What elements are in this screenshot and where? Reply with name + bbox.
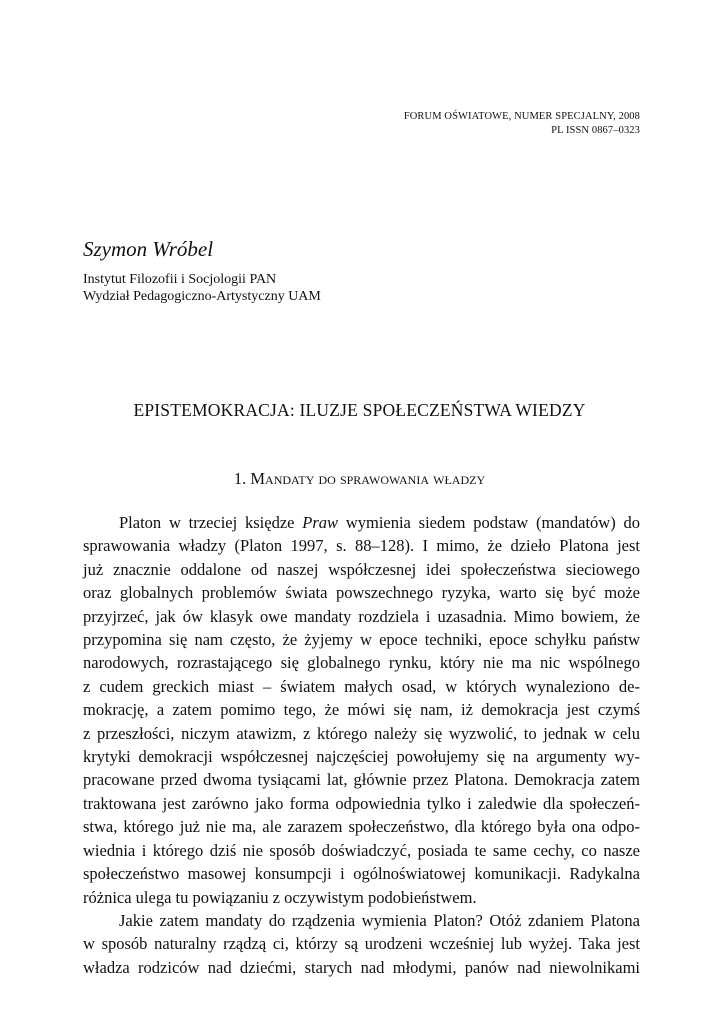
affiliation-line: Instytut Filozofii i Socjologii PAN bbox=[83, 272, 277, 287]
text-line: sprawowania władzy (Platon 1997, s. 88–128). I mimo, że dzieło Platona jest bbox=[83, 536, 640, 556]
text-line: stwa, którego już nie ma, ale zarazem społeczeństwo, dla którego była ona odpo- bbox=[83, 817, 640, 837]
text-line: władza rodziców nad dziećmi, starych nad młodymi, panów nad niewolnikami bbox=[83, 957, 640, 977]
text-line: przypomina się nam często, że żyjemy w epoce techniki, epoce schyłku państw bbox=[83, 630, 640, 650]
text-line: różnica ulega tu powiązaniu z oczywistym podobieństwem. bbox=[83, 887, 477, 907]
text-line: narodowych, rozrastającego się globalnego rynku, który nie ma nic wspólnego bbox=[83, 653, 640, 673]
paragraph bbox=[83, 511, 640, 909]
text-line: oraz globalnych problemów świata powszechnego ryzyka, warto się być może bbox=[83, 583, 640, 603]
text-line: Jakie zatem mandaty do rządzenia wymienia Platon? Otóż zdaniem Platona bbox=[119, 910, 640, 930]
text-line: traktowana jest zarówno jako forma odpowiednia tylko i zaledwie dla społeczeń- bbox=[83, 793, 640, 813]
text-line: z cudem greckich miast – światem małych osad, w których wynaleziono de- bbox=[83, 676, 640, 696]
text-line: mokrację, a zatem pomimo tego, że mówi się nam, iż demokracja jest czymś bbox=[83, 700, 640, 720]
text-line: Platon w trzeciej księdze Praw wymienia siedem podstaw (mandatów) do bbox=[119, 513, 640, 532]
text-line: wiednia i którego dziś nie sposób doświadczyć, posiada te same cechy, co nasze bbox=[83, 840, 640, 860]
article-body bbox=[83, 511, 640, 979]
text-line: z przeszłości, niczym atawizm, z którego należy się wyzwolić, to jednak w celu bbox=[83, 723, 640, 743]
author-affiliations bbox=[83, 271, 321, 305]
text-line: krytyki demokracji współczesnej najczęściej powołujemy się na argumenty wy- bbox=[83, 747, 640, 767]
text-line: społeczeństwo masowej konsumpcji i ogólnoświatowej komunikacji. Radykalna bbox=[83, 864, 640, 884]
text-line: już znacznie oddalone od naszej współczesnej idei społeczeństwa sieciowego bbox=[83, 559, 640, 579]
text-line: w sposób naturalny rządzą ci, którzy są urodzeni wcześniej lub wyżej. Taka jest bbox=[83, 934, 640, 954]
affiliation-line: Wydział Pedagogiczno-Artystyczny UAM bbox=[83, 289, 321, 304]
journal-header bbox=[404, 110, 640, 138]
text-line: przyjrzeć, jak ów klasyk owe mandaty rozdziela i uzasadnia. Mimo bowiem, że bbox=[83, 606, 640, 626]
author-name: Szymon Wróbel bbox=[83, 237, 214, 261]
journal-issn: PL ISSN 0867–0323 bbox=[551, 125, 640, 136]
section-heading: 1. Mandaty do sprawowania władzy bbox=[233, 469, 486, 488]
article-title: EPISTEMOKRACJA: ILUZJE SPOŁECZEŃSTWA WIEDZY bbox=[133, 400, 586, 420]
paragraph bbox=[83, 909, 640, 979]
journal-name: FORUM OŚWIATOWE, NUMER SPECJALNY, 2008 bbox=[403, 111, 640, 122]
italic-work-title: Praw bbox=[302, 513, 339, 532]
text-line: pracowane przed dwoma tysiącami lat, głównie przez Platona. Demokracja zatem bbox=[83, 770, 640, 790]
